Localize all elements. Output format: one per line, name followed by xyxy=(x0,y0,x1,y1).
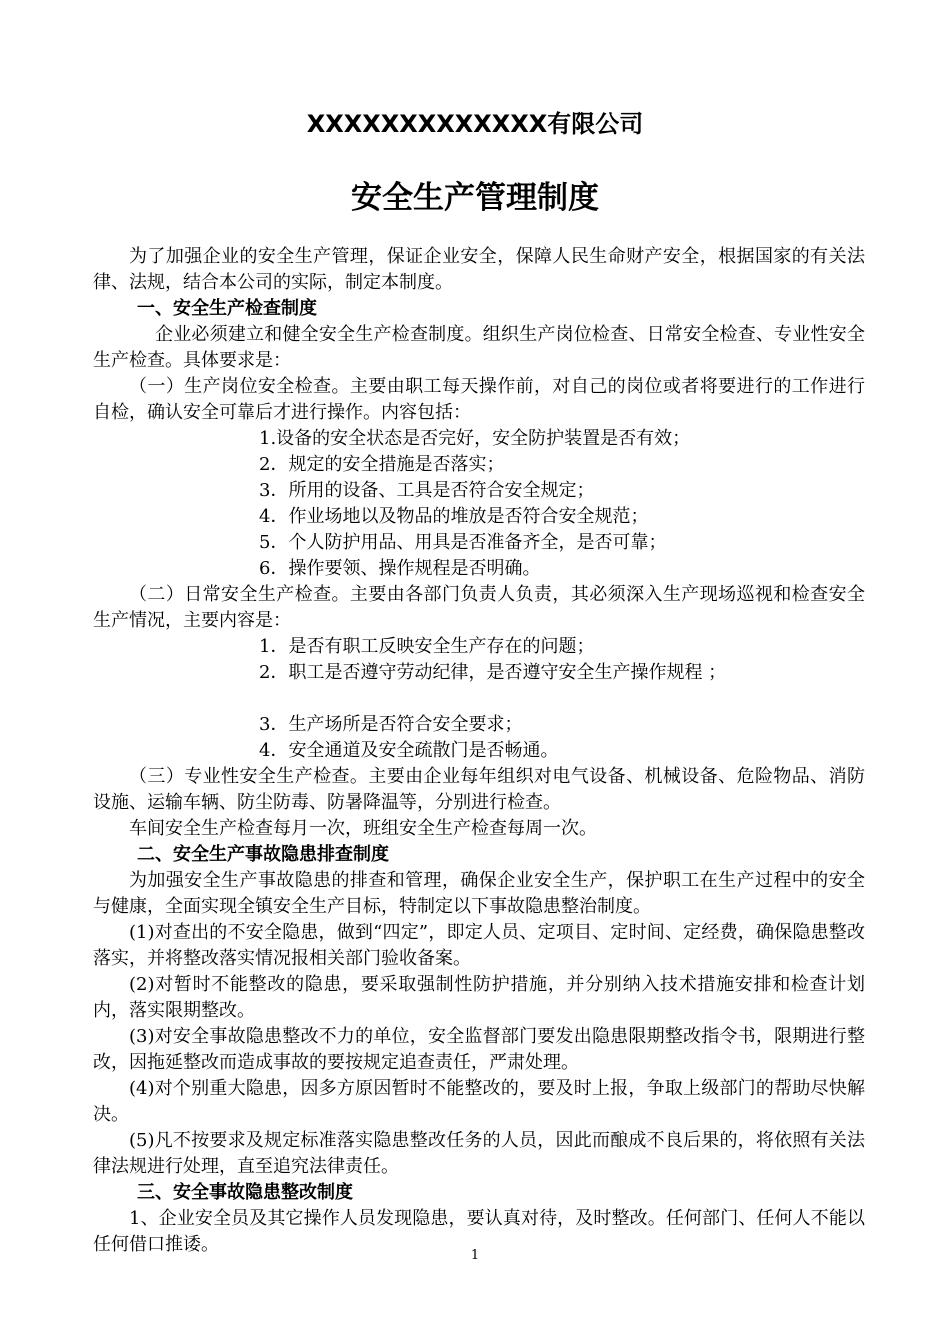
section2-item: (4)对个别重大隐患，因多方原因暂时不能整改的，要及时上报，争取上级部门的帮助尽快解决。 xyxy=(93,1078,865,1125)
section1-intro: 企业必须建立和健全安全生产检查制度。组织生产岗位检查、日常安全检查、专业性安全生产检查。具体要求是： xyxy=(93,324,865,371)
list-item: 5．个人防护用品、用具是否准备齐全，是否可靠； xyxy=(259,532,667,553)
intro-paragraph: 为了加强企业的安全生产管理，保证企业安全，保障人民生命财产安全，根据国家的有关法律、法规，结合本公司的实际，制定本制度。 xyxy=(93,246,865,293)
list-item: 1.设备的安全状态是否完好，安全防护装置是否有效； xyxy=(259,428,691,449)
list-item: 2．规定的安全措施是否落实； xyxy=(259,454,505,475)
section2-intro: 为加强安全生产事故隐患的排查和管理，确保企业安全生产，保护职工在生产过程中的安全与健康，全面实现全镇安全生产目标，特制定以下事故隐患整治制度。 xyxy=(93,870,865,917)
list-item: 3．所用的设备、工具是否符合安全规定； xyxy=(259,480,595,501)
section2-item: (5)凡不按要求及规定标准落实隐患整改任务的人员，因此而酿成不良后果的，将依照有关法律法规进行处理，直至追究法律责任。 xyxy=(93,1130,865,1177)
company-name: XXXXXXXXXXXXX有限公司 xyxy=(306,110,644,138)
section1-part2-text: （二）日常安全生产检查。主要由各部门负责人负责，其必须深入生产现场巡视和检查安全生产情况，主要内容是： xyxy=(93,584,865,631)
list-item: 4．作业场地以及物品的堆放是否符合安全规范； xyxy=(259,506,649,527)
list-item: 4．安全通道及安全疏散门是否畅通。 xyxy=(259,740,559,761)
section1-part3-text: （三）专业性安全生产检查。主要由企业每年组织对电气设备、机械设备、危险物品、消防设施、运输车辆、防尘防毒、防暑降温等，分别进行检查。 xyxy=(93,766,865,813)
document-title: 安全生产管理制度 xyxy=(351,180,599,216)
blank-line xyxy=(93,686,865,712)
section1-heading: 一、安全生产检查制度 xyxy=(137,298,317,319)
list-item: 6．操作要领、操作规程是否明确。 xyxy=(259,558,541,579)
section2-item: (3)对安全事故隐患整改不力的单位，安全监督部门要发出隐患限期整改指令书，限期进行整改，因拖延整改而造成事故的要按规定追查责任，严肃处理。 xyxy=(93,1026,865,1073)
list-item: 2．职工是否遵守劳动纪律，是否遵守安全生产操作规程 ； xyxy=(259,662,727,683)
section2-item: (2)对暂时不能整改的隐患，要采取强制性防护措施，并分别纳入技术措施安排和检查计划内，落实限期整改。 xyxy=(93,974,865,1021)
list-item: 3．生产场所是否符合安全要求； xyxy=(259,714,523,735)
list-item: 1．是否有职工反映安全生产存在的问题； xyxy=(259,636,595,657)
section3-item: 1、企业安全员及其它操作人员发现隐患，要认真对待，及时整改。任何部门、任何人不能以任何借口推诿。 xyxy=(93,1208,865,1255)
document-body xyxy=(93,244,865,1258)
page-number: 1 xyxy=(470,1248,480,1263)
section3-heading: 三、安全事故隐患整改制度 xyxy=(137,1182,353,1203)
section2-heading: 二、安全生产事故隐患排查制度 xyxy=(137,844,389,865)
section1-part1-text: （一）生产岗位安全检查。主要由职工每天操作前，对自己的岗位或者将要进行的工作进行自检，确认安全可靠后才进行操作。内容包括： xyxy=(93,376,865,423)
section1-frequency: 车间安全生产检查每月一次，班组安全生产检查每周一次。 xyxy=(129,818,597,839)
section2-item: (1)对查出的不安全隐患，做到“四定”，即定人员、定项目、定时间、定经费，确保隐患整改落实，并将整改落实情况报相关部门验收备案。 xyxy=(93,922,865,969)
